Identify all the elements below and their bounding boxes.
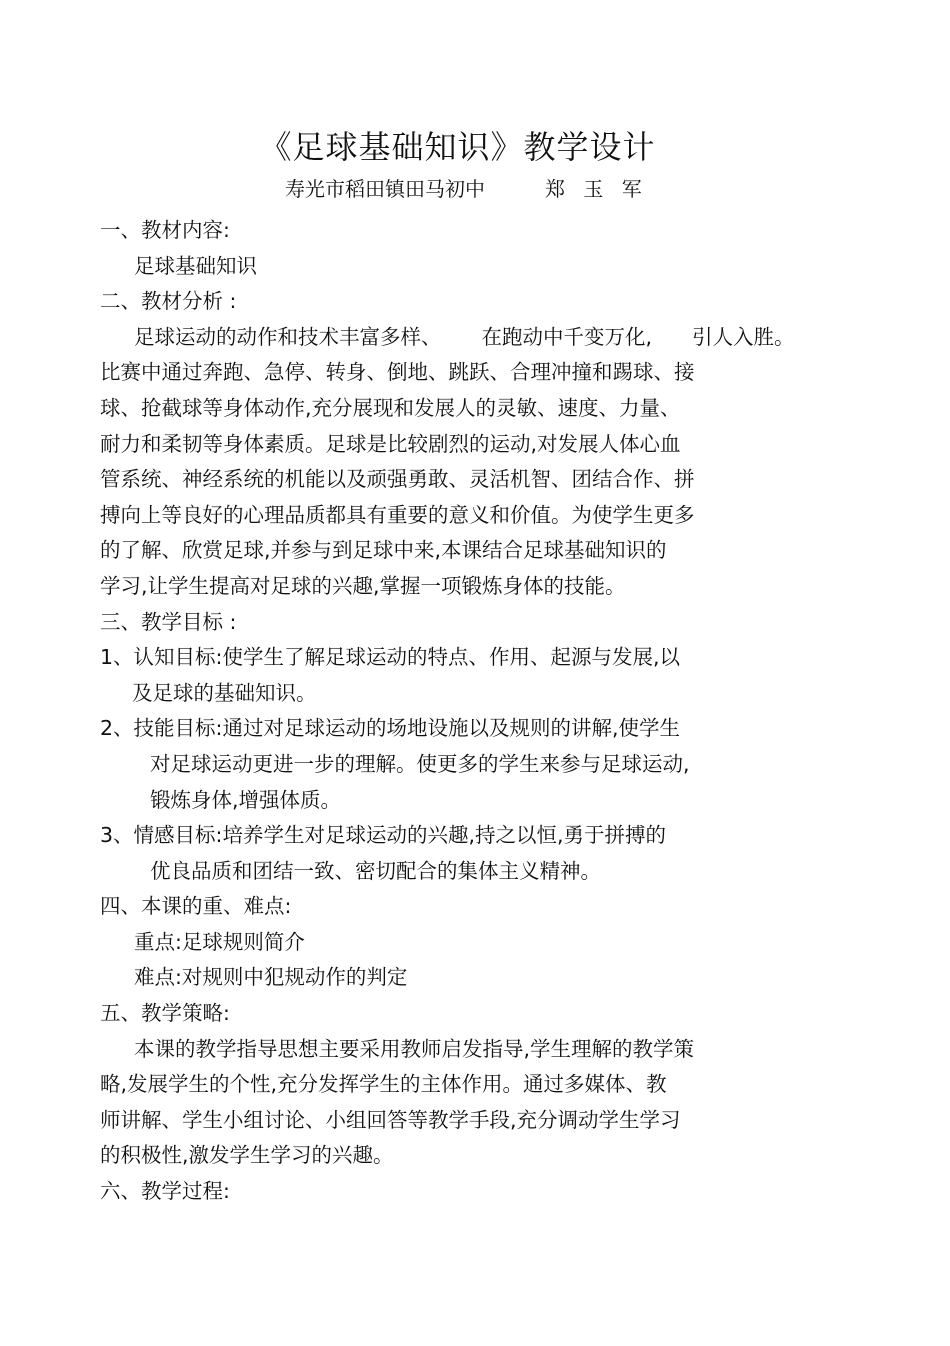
section-5-line-4: 的积极性,激发学生学习的兴趣。 [100,1143,394,1168]
author-school: 寿光市稻田镇田马初中 [285,177,485,201]
section-heading-5: 五、教学策略: [100,1001,230,1026]
section-2-line-2: 比赛中通过奔跑、急停、转身、倒地、跳跃、合理冲撞和踢球、接 [100,360,695,385]
document-body [100,213,860,1210]
goal-2-line-3: 锻炼身体,增强体质。 [150,787,342,812]
section-2-line-5: 管系统、神经系统的机能以及顽强勇敢、灵活机智、团结合作、拼 [100,467,695,492]
section-heading-1: 一、教材内容: [100,218,230,242]
difficult-point: 难点:对规则中犯规动作的判定 [134,965,408,990]
section-heading-2: 二、教材分析 : [100,289,237,314]
section-2-line-4: 耐力和柔韧等身体素质。足球是比较剧烈的运动,对发展人体心血 [100,431,681,456]
goal-2-line-2: 对足球运动更进一步的理解。使更多的学生来参与足球运动, [150,751,690,776]
document-title: 《足球基础知识》教学设计 [259,128,656,166]
section-2-line-8: 学习,让学生提高对足球的兴趣,掌握一项锻炼身体的技能。 [100,573,626,598]
section-2-line-1c: 引人入胜。 [692,324,795,349]
goal-2-line-1: 2、技能目标:通过对足球运动的场地设施以及规则的讲解,使学生 [100,716,680,741]
goal-1-line-2: 及足球的基础知识。 [132,680,317,705]
key-point: 重点:足球规则简介 [134,929,305,954]
section-2-line-1a: 足球运动的动作和技术丰富多样、 [134,324,442,349]
section-heading-4: 四、本课的重、难点: [100,894,292,919]
section-2-line-7: 的了解、欣赏足球,并参与到足球中来,本课结合足球基础知识的 [100,538,667,563]
goal-1-line-1: 1、认知目标:使学生了解足球运动的特点、作用、起源与发展,以 [100,645,680,670]
author-name: 郑 玉 军 [545,177,648,201]
section-2-line-1 [100,320,860,356]
goal-3-line-1: 3、情感目标:培养学生对足球运动的兴趣,持之以恒,勇于拼搏的 [100,823,666,848]
section-2-line-1b: 在跑动中千变万化, [481,324,653,349]
section-2-line-6: 搏向上等良好的心理品质都具有重要的意义和价值。为使学生更多 [100,502,695,527]
section-1-text: 足球基础知识 [134,253,257,278]
author-line [285,176,648,202]
section-5-line-2: 略,发展学生的个性,充分发挥学生的主体作用。通过多媒体、教 [100,1072,667,1097]
section-heading-6: 六、教学过程: [100,1179,230,1204]
section-2-line-3: 球、抢截球等身体动作,充分展现和发展人的灵敏、速度、力量、 [100,395,681,420]
section-heading-3: 三、教学目标 : [100,609,237,634]
section-5-line-3: 师讲解、学生小组讨论、小组回答等教学手段,充分调动学生学习 [100,1107,681,1132]
section-5-line-1: 本课的教学指导思想主要采用教师启发指导,学生理解的教学策 [134,1036,695,1061]
goal-3-line-2: 优良品质和团结一致、密切配合的集体主义精神。 [150,858,601,883]
